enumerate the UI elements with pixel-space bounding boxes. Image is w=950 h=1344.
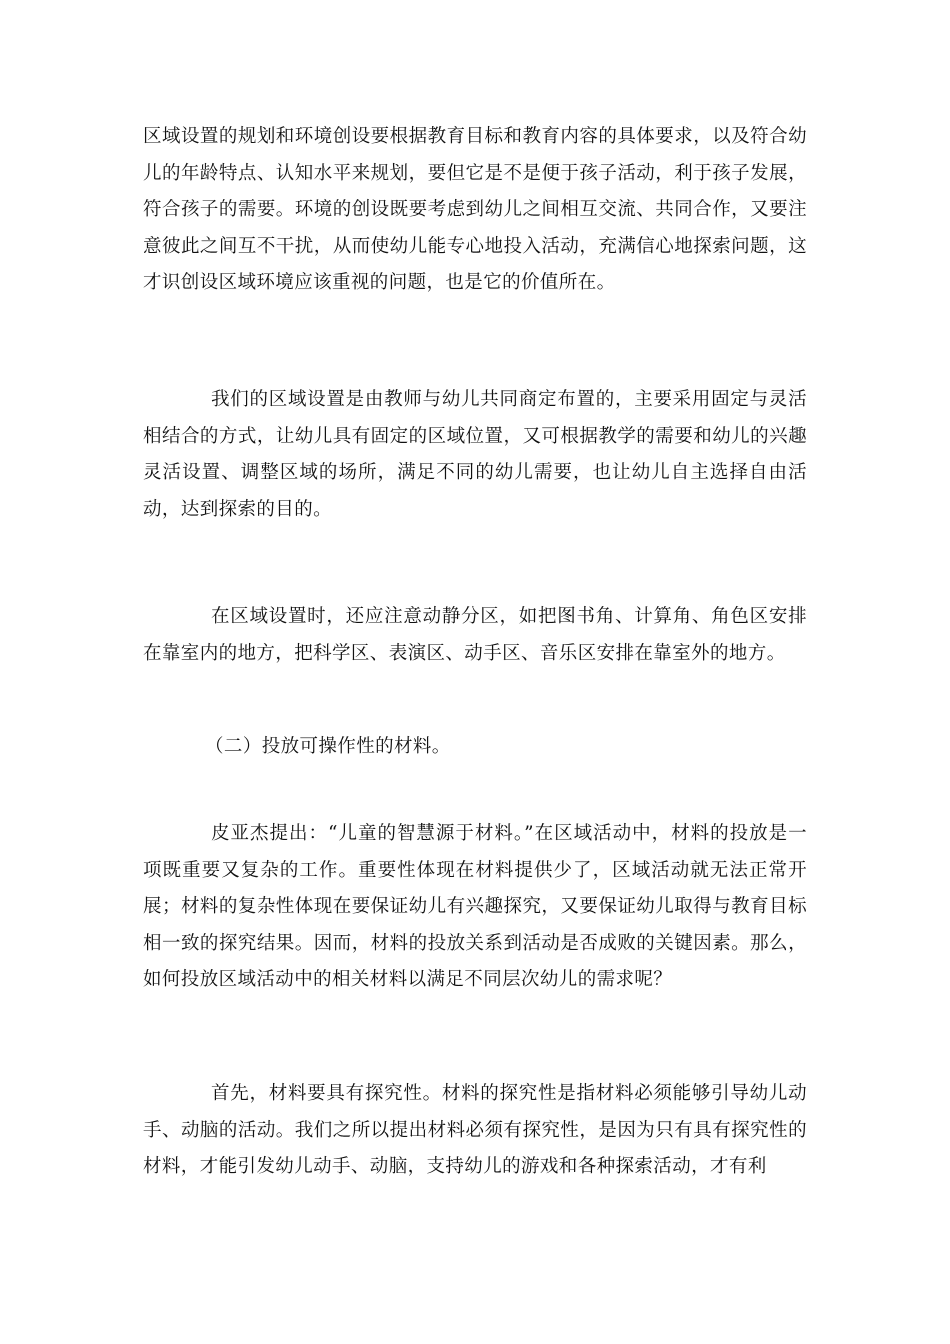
paragraph-exploratory-materials: 首先，材料要具有探究性。材料的探究性是指材料必须能够引导幼儿动手、动脑的活动。我们之所以提出材料必须有探究性，是因为只有具有探究性的材料，才能引发幼儿动手、动脑，支持幼儿的游戏和各种探索活动，才有利 bbox=[143, 1083, 807, 1178]
paragraph-region-planning: 区域设置的规划和环境创设要根据教育目标和教育内容的具体要求，以及符合幼儿的年龄特点、认知水平来规划，要但它是不是便于孩子活动，利于孩子发展，符合孩子的需要。环境的创设既要考虑到幼儿之间相互交流、共同合作，又要注意彼此之间互不干扰，从而使幼儿能专心地投入活动，充满信心地探索问题，这才识创设区域环境应该重视的问题，也是它的价值所在。 bbox=[143, 126, 807, 294]
section-heading-materials: （二）投放可操作性的材料。 bbox=[205, 736, 451, 757]
paragraph-region-layout: 我们的区域设置是由教师与幼儿共同商定布置的，主要采用固定与灵活相结合的方式，让幼儿具有固定的区域位置，又可根据教学的需要和幼儿的兴趣灵活设置、调整区域的场所，满足不同的幼儿需要，也让幼儿自主选择自由活动，达到探索的目的。 bbox=[143, 389, 807, 520]
paragraph-quiet-active-zones: 在区域设置时，还应注意动静分区，如把图书角、计算角、角色区安排在靠室内的地方，把科学区、表演区、动手区、音乐区安排在靠室外的地方。 bbox=[143, 606, 807, 664]
paragraph-piaget-materials: 皮亚杰提出：“儿童的智慧源于材料。”在区域活动中，材料的投放是一项既重要又复杂的工作。重要性体现在材料提供少了，区域活动就无法正常开展；材料的复杂性体现在要保证幼儿有兴趣探究，又要保证幼儿取得与教育目标相一致的探究结果。因而，材料的投放关系到活动是否成败的关键因素。那么，如何投放区域活动中的相关材料以满足不同层次幼儿的需求呢？ bbox=[143, 823, 807, 991]
